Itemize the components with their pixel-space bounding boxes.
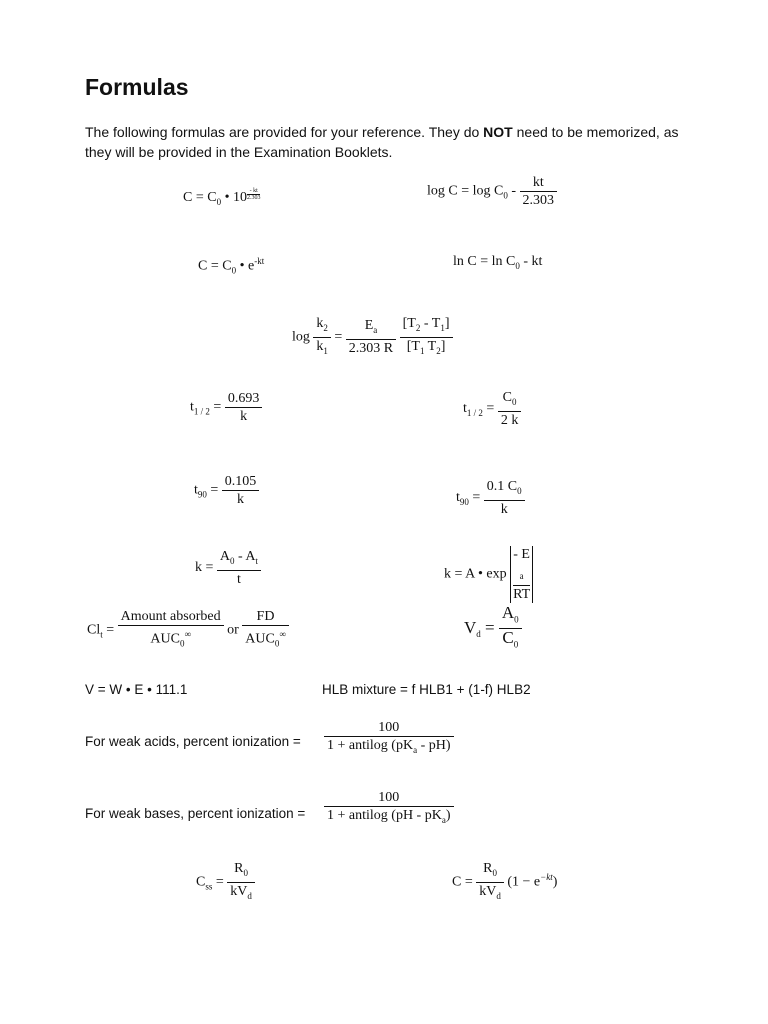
- formula-shelf-life-first-order: $t_{90}$ = $\frac{0.105}{k}$: [194, 473, 259, 508]
- formula-log-concentration: $\log C = \log C_0$ - $\frac{kt}{2.303}$: [427, 174, 557, 209]
- exponent-fraction: $\frac{- kt}{2.303}$: [246, 188, 261, 201]
- formula-clearance: $Cl_t$ = $\frac{\text{Amount absorbed}}{AUC_0^\infty}$ or $\frac{FD}{AUC_0^\infty}$: [87, 608, 289, 652]
- formula-weak-acid-ionization: $\frac{100}{1 + antilog (pK_a - pH)}$: [324, 719, 454, 759]
- formula-hlb-mixture: HLB mixture = f HLB1 + (1-f) HLB2: [322, 682, 531, 697]
- formula-arrhenius-log-ratio: log $\frac{k_2}{k_1}$ = $\frac{E_a}{2.303 R}$ $\frac{[T_2 - T_1]}{[T_1 T_2]}$: [292, 315, 453, 360]
- formula-first-order-exponential: $C = C_0$ • $e^{-kt}$: [198, 256, 265, 276]
- formula-volume-of-distribution: $V_d$ = $\frac{A_0}{C_0}$: [464, 604, 522, 654]
- formula-weak-base-ionization: $\frac{100}{1 + antilog (pH - pK_a)}$: [324, 789, 454, 829]
- formula-half-life-zero-order: $t_{1 / 2}$ = $\frac{C_0}{2 k}$: [463, 389, 521, 429]
- formula-ln-concentration: $\ln C = \ln C_0$ - kt: [453, 254, 543, 271]
- formula-half-life-first-order: $t_{1 / 2}$ = $\frac{0.693}{k}$: [190, 390, 262, 425]
- formula-infusion-concentration: C = $\frac{R_0}{kV_d}$ $(1 - e^{-kt})$: [452, 860, 557, 905]
- formula-volume-isotonic: V = W • E • 111.1: [85, 682, 188, 697]
- emphasis-not: NOT: [483, 124, 513, 140]
- page-title: Formulas: [85, 74, 189, 100]
- formula-first-order-base10: $C = C_0$ • 10 $\frac{- kt}{2.303}$: [183, 188, 261, 207]
- formula-label-weak-bases: For weak bases, percent ionization =: [85, 806, 306, 821]
- formula-label-weak-acids: For weak acids, percent ionization =: [85, 734, 301, 749]
- formula-shelf-life-zero-order: $t_{90}$ = $\frac{0.1 C_0}{k}$: [456, 478, 525, 518]
- formula-arrhenius-exponential: k = A • exp - E $_a$ RT: [444, 546, 533, 603]
- intro-paragraph: The following formulas are provided for your reference. They do NOT need to be memorized, as they will be provided in the Examination Booklets.: [85, 124, 679, 160]
- formula-steady-state-concentration: $C_{ss}$ = $\frac{R_0}{kV_d}$: [196, 860, 255, 905]
- formula-zero-order-rate-constant: k = $\frac{A_0 - A_t}{t}$: [195, 548, 261, 588]
